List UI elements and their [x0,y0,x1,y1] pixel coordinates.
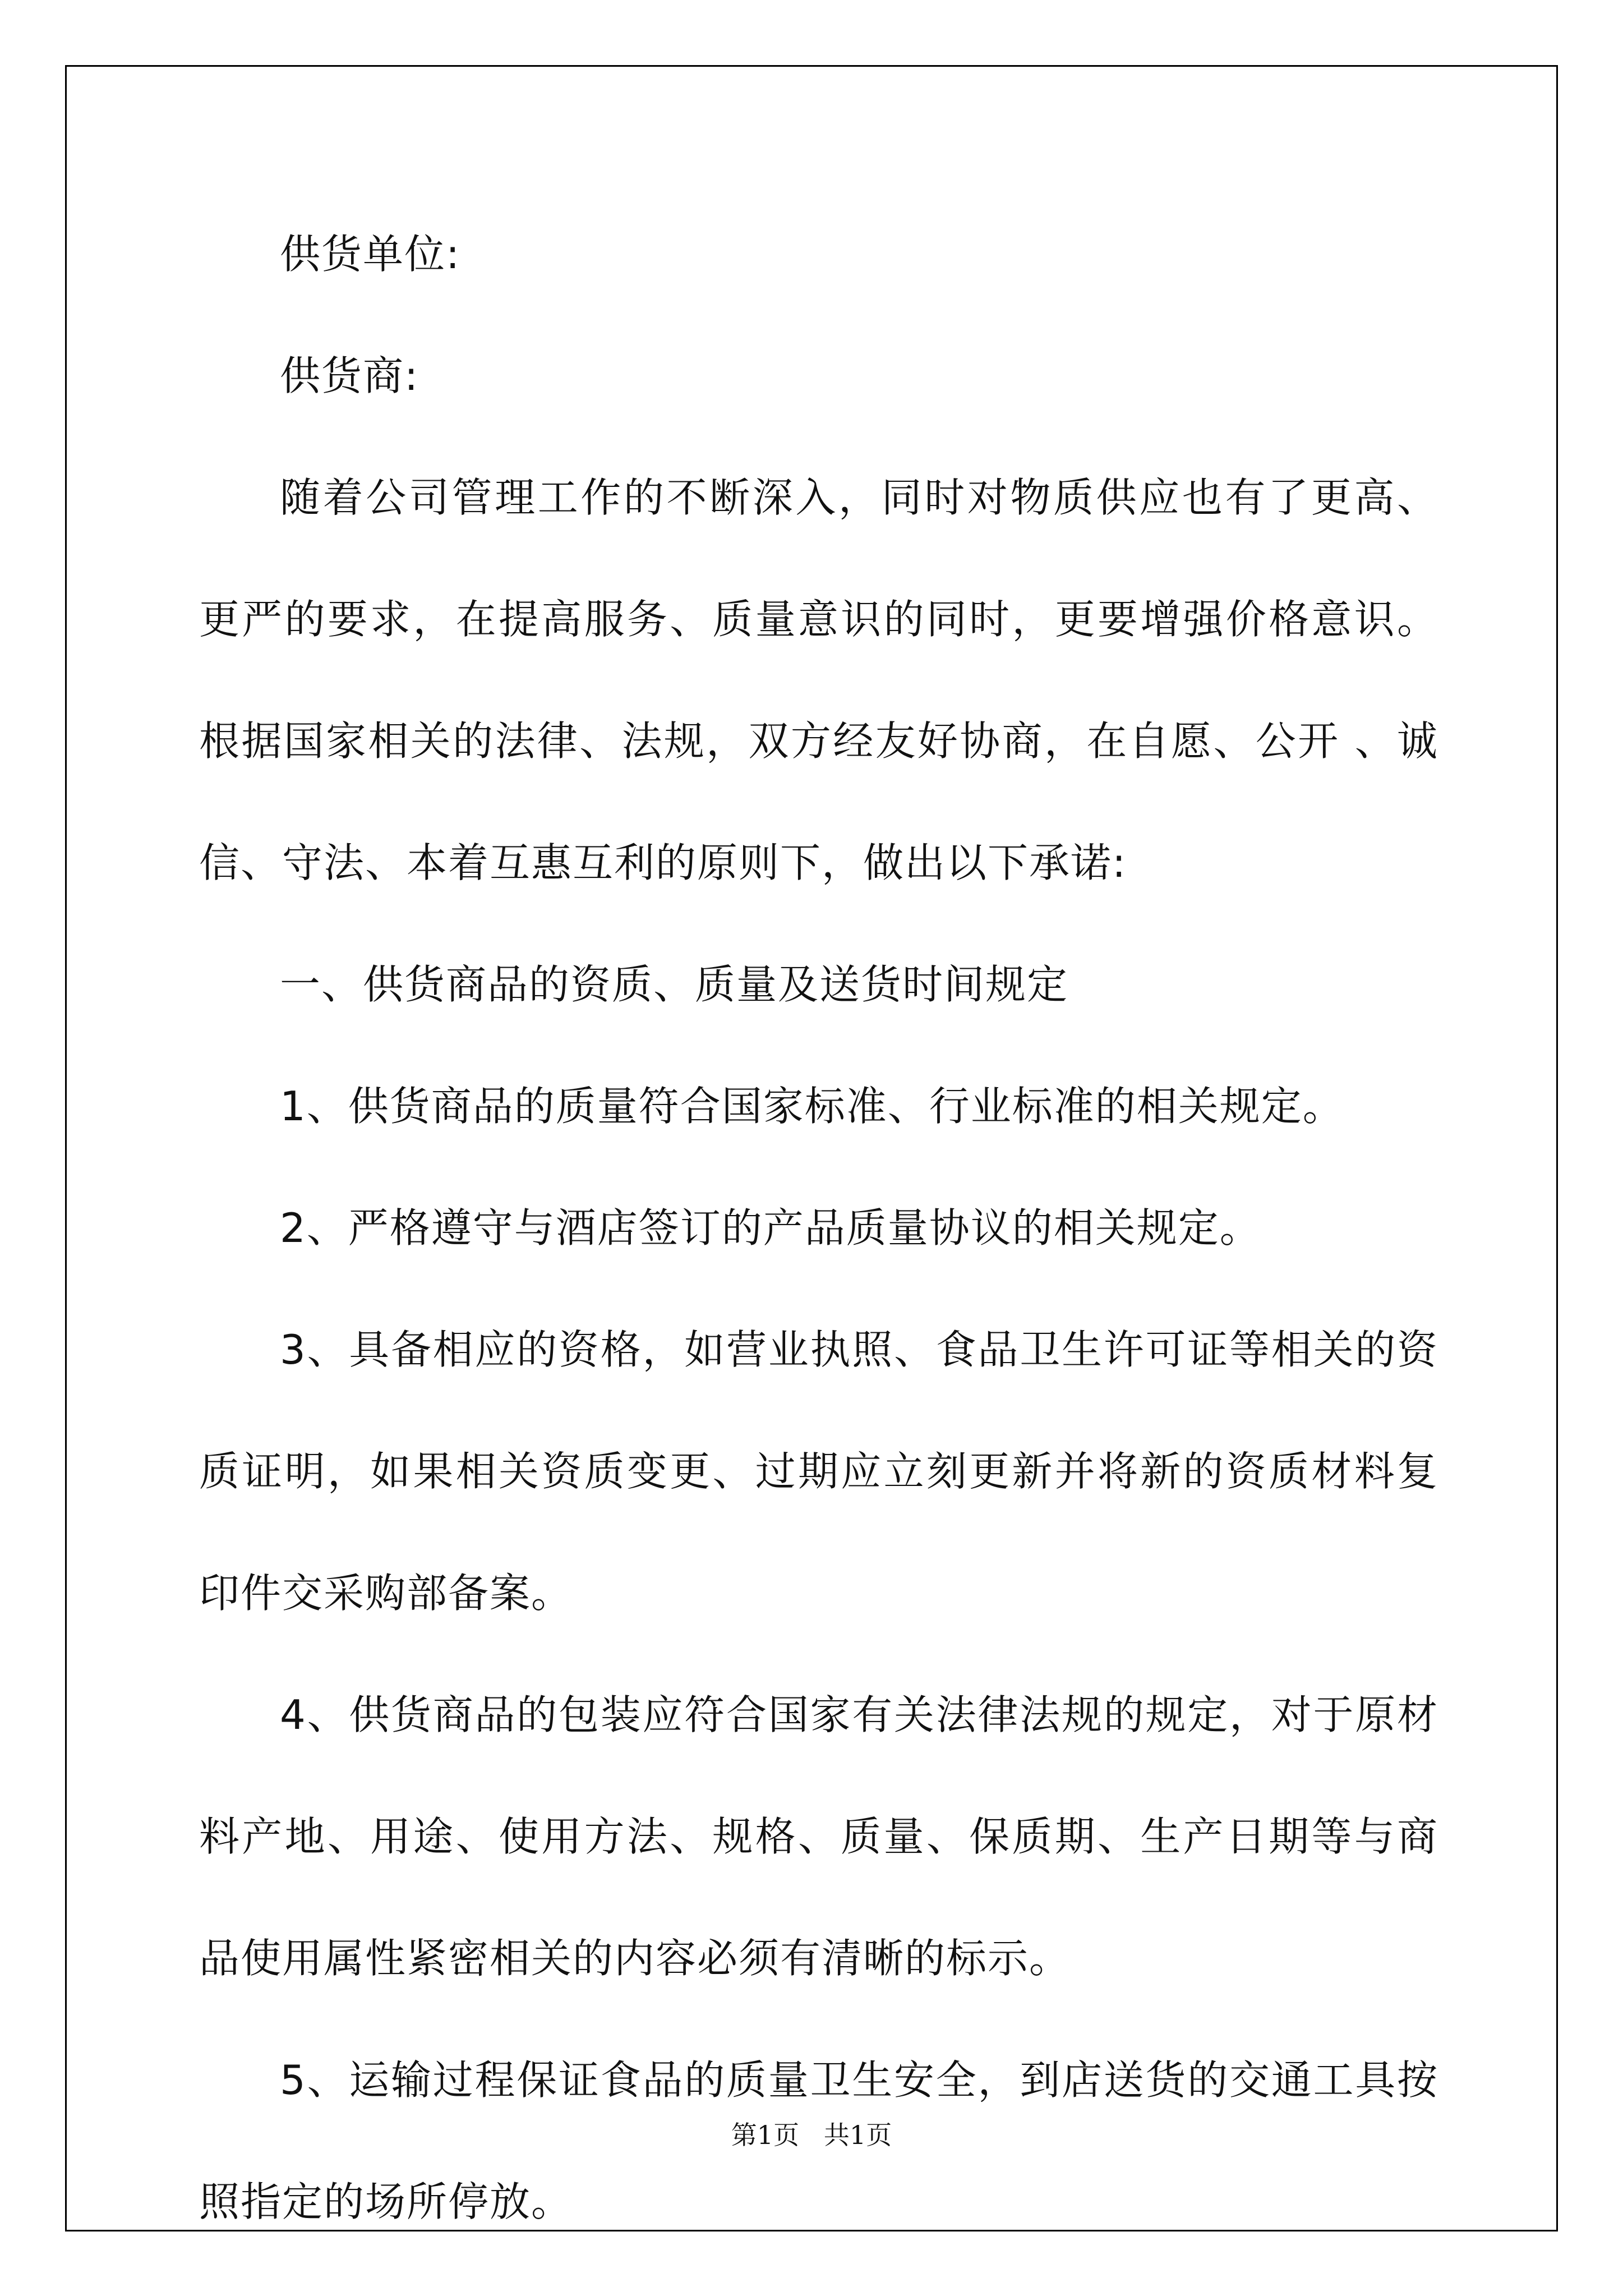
paragraph-intro: 随着公司管理工作的不断深入，同时对物质供应也有了更高、更严的要求，在提高服务、质量意识的同时，更要增强价格意识。根据国家相关的法律、法规，双方经友好协商，在自愿、公开 、诚信、守法、本着互惠互利的原则下，做出以下承诺: [199,474,1438,886]
section-heading-1: 一、供货商品的资质、质量及送货时间规定 [280,961,1069,1008]
clause-4: 4、供货商品的包装应符合国家有关法律法规的规定，对于原材料产地、用途、使用方法、规格、质量、保质期、生产日期等与商品使用属性紧密相关的内容必须有清晰的标示。 [199,1691,1438,1982]
page-footer [0,2115,1623,2152]
page-number: 第1页 共1页 [731,2120,892,2150]
clause-1: 1、供货商品的质量符合国家标准、行业标准的相关规定。 [280,1083,1344,1130]
clause-3: 3、具备相应的资格，如营业执照、食品卫生许可证等相关的资质证明，如果相关资质变更、过期应立刻更新并将新的资质材料复印件交采购部备案。 [199,1326,1438,1617]
clause-5: 5、运输过程保证食品的质量卫生安全，到店送货的交通工具按照指定的场所停放。 [199,2056,1438,2225]
paragraph-supplier: 供货商: [280,352,419,399]
clause-2: 2、严格遵守与酒店签订的产品质量协议的相关规定。 [280,1204,1261,1251]
paragraph-supplier-unit: 供货单位: [280,231,461,278]
document-body [199,194,1438,2263]
